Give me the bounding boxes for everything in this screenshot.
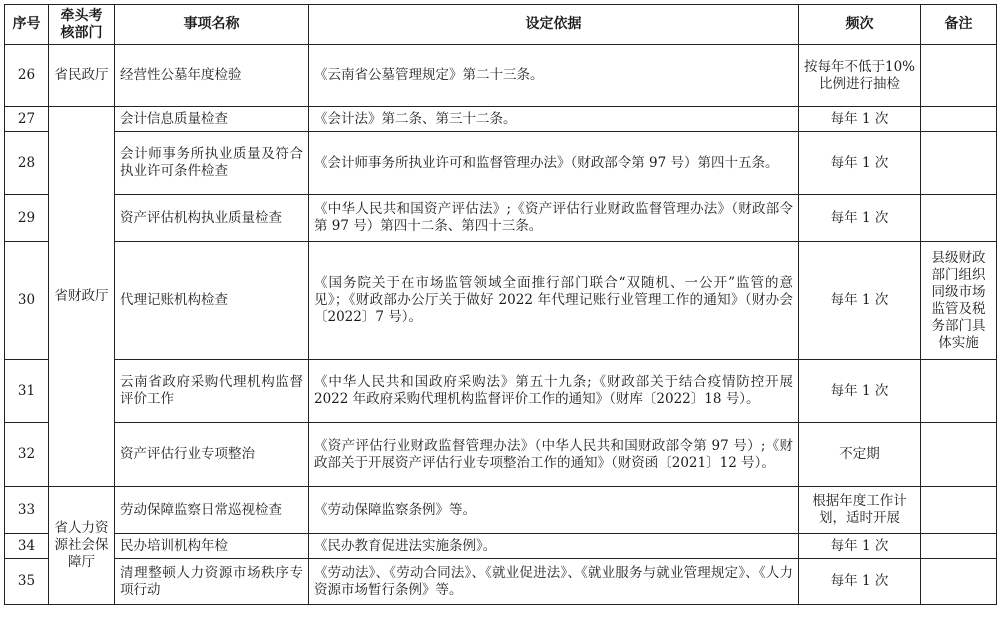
item-cell: 云南省政府采购代理机构监督评价工作	[115, 360, 309, 423]
dept-cell: 省民政厅	[49, 45, 115, 107]
basis-cell: 《中华人民共和国资产评估法》;《资产评估行业财政监督管理办法》（财政部令第 97 号）第四十二条、第四十三条。	[309, 195, 799, 242]
row-no: 26	[5, 45, 49, 107]
table-row	[5, 195, 997, 242]
row-no: 28	[5, 132, 49, 195]
basis-cell: 《会计法》第二条、第三十二条。	[309, 107, 799, 132]
table-row	[5, 534, 997, 559]
basis-cell: 《劳动法》、《劳动合同法》、《就业促进法》、《就业服务与就业管理规定》、《人力资源市场暂行条例》等。	[309, 559, 799, 605]
note-cell	[921, 559, 997, 605]
header-dept: 牵头考核部门	[49, 5, 115, 45]
header-row	[5, 5, 997, 45]
table-row	[5, 423, 997, 487]
freq-cell: 每年 1 次	[799, 107, 921, 132]
basis-cell: 《民办教育促进法实施条例》。	[309, 534, 799, 559]
freq-cell: 每年 1 次	[799, 559, 921, 605]
row-no: 29	[5, 195, 49, 242]
header-item: 事项名称	[115, 5, 309, 45]
item-cell: 经营性公墓年度检验	[115, 45, 309, 107]
note-cell	[921, 534, 997, 559]
table-row	[5, 45, 997, 107]
basis-cell: 《劳动保障监察条例》等。	[309, 487, 799, 534]
table-row	[5, 132, 997, 195]
basis-cell: 《云南省公墓管理规定》第二十三条。	[309, 45, 799, 107]
header-no: 序号	[5, 5, 49, 45]
freq-cell: 按每年不低于10%比例进行抽检	[799, 45, 921, 107]
item-cell: 民办培训机构年检	[115, 534, 309, 559]
item-cell: 代理记账机构检查	[115, 242, 309, 360]
row-no: 33	[5, 487, 49, 534]
item-cell: 会计师事务所执业质量及符合执业许可条件检查	[115, 132, 309, 195]
freq-cell: 每年 1 次	[799, 195, 921, 242]
freq-cell: 每年 1 次	[799, 534, 921, 559]
note-cell: 县级财政部门组织同级市场监管及税务部门具体实施	[921, 242, 997, 360]
row-no: 30	[5, 242, 49, 360]
table-row	[5, 487, 997, 534]
header-freq: 频次	[799, 5, 921, 45]
item-cell: 清理整顿人力资源市场秩序专项行动	[115, 559, 309, 605]
note-cell	[921, 487, 997, 534]
freq-cell: 根据年度工作计划，适时开展	[799, 487, 921, 534]
header-note: 备注	[921, 5, 997, 45]
note-cell	[921, 423, 997, 487]
table-row	[5, 242, 997, 360]
dept-cell: 省财政厅	[49, 107, 115, 487]
row-no: 35	[5, 559, 49, 605]
inspection-table	[4, 4, 997, 605]
dept-cell: 省人力资源社会保障厅	[49, 487, 115, 605]
table-row	[5, 559, 997, 605]
row-no: 32	[5, 423, 49, 487]
freq-cell: 每年 1 次	[799, 242, 921, 360]
row-no: 34	[5, 534, 49, 559]
item-cell: 资产评估机构执业质量检查	[115, 195, 309, 242]
freq-cell: 每年 1 次	[799, 132, 921, 195]
item-cell: 会计信息质量检查	[115, 107, 309, 132]
row-no: 31	[5, 360, 49, 423]
item-cell: 劳动保障监察日常巡视检查	[115, 487, 309, 534]
note-cell	[921, 195, 997, 242]
basis-cell: 《中华人民共和国政府采购法》第五十九条;《财政部关于结合疫情防控开展 2022 年政府采购代理机构监督评价工作的通知》（财库〔2022〕18 号）。	[309, 360, 799, 423]
table-row	[5, 360, 997, 423]
basis-cell: 《国务院关于在市场监管领域全面推行部门联合“双随机、一公开”监管的意见》；《财政部办公厅关于做好 2022 年代理记账行业管理工作的通知》（财办会〔2022〕7 号）。	[309, 242, 799, 360]
item-cell: 资产评估行业专项整治	[115, 423, 309, 487]
note-cell	[921, 132, 997, 195]
note-cell	[921, 360, 997, 423]
row-no: 27	[5, 107, 49, 132]
basis-cell: 《会计师事务所执业许可和监督管理办法》（财政部令第 97 号）第四十五条。	[309, 132, 799, 195]
basis-cell: 《资产评估行业财政监督管理办法》（中华人民共和国财政部令第 97 号）;《财政部关于开展资产评估行业专项整治工作的通知》（财资函〔2021〕12 号）。	[309, 423, 799, 487]
freq-cell: 每年 1 次	[799, 360, 921, 423]
note-cell	[921, 107, 997, 132]
header-basis: 设定依据	[309, 5, 799, 45]
freq-cell: 不定期	[799, 423, 921, 487]
table-row	[5, 107, 997, 132]
note-cell	[921, 45, 997, 107]
